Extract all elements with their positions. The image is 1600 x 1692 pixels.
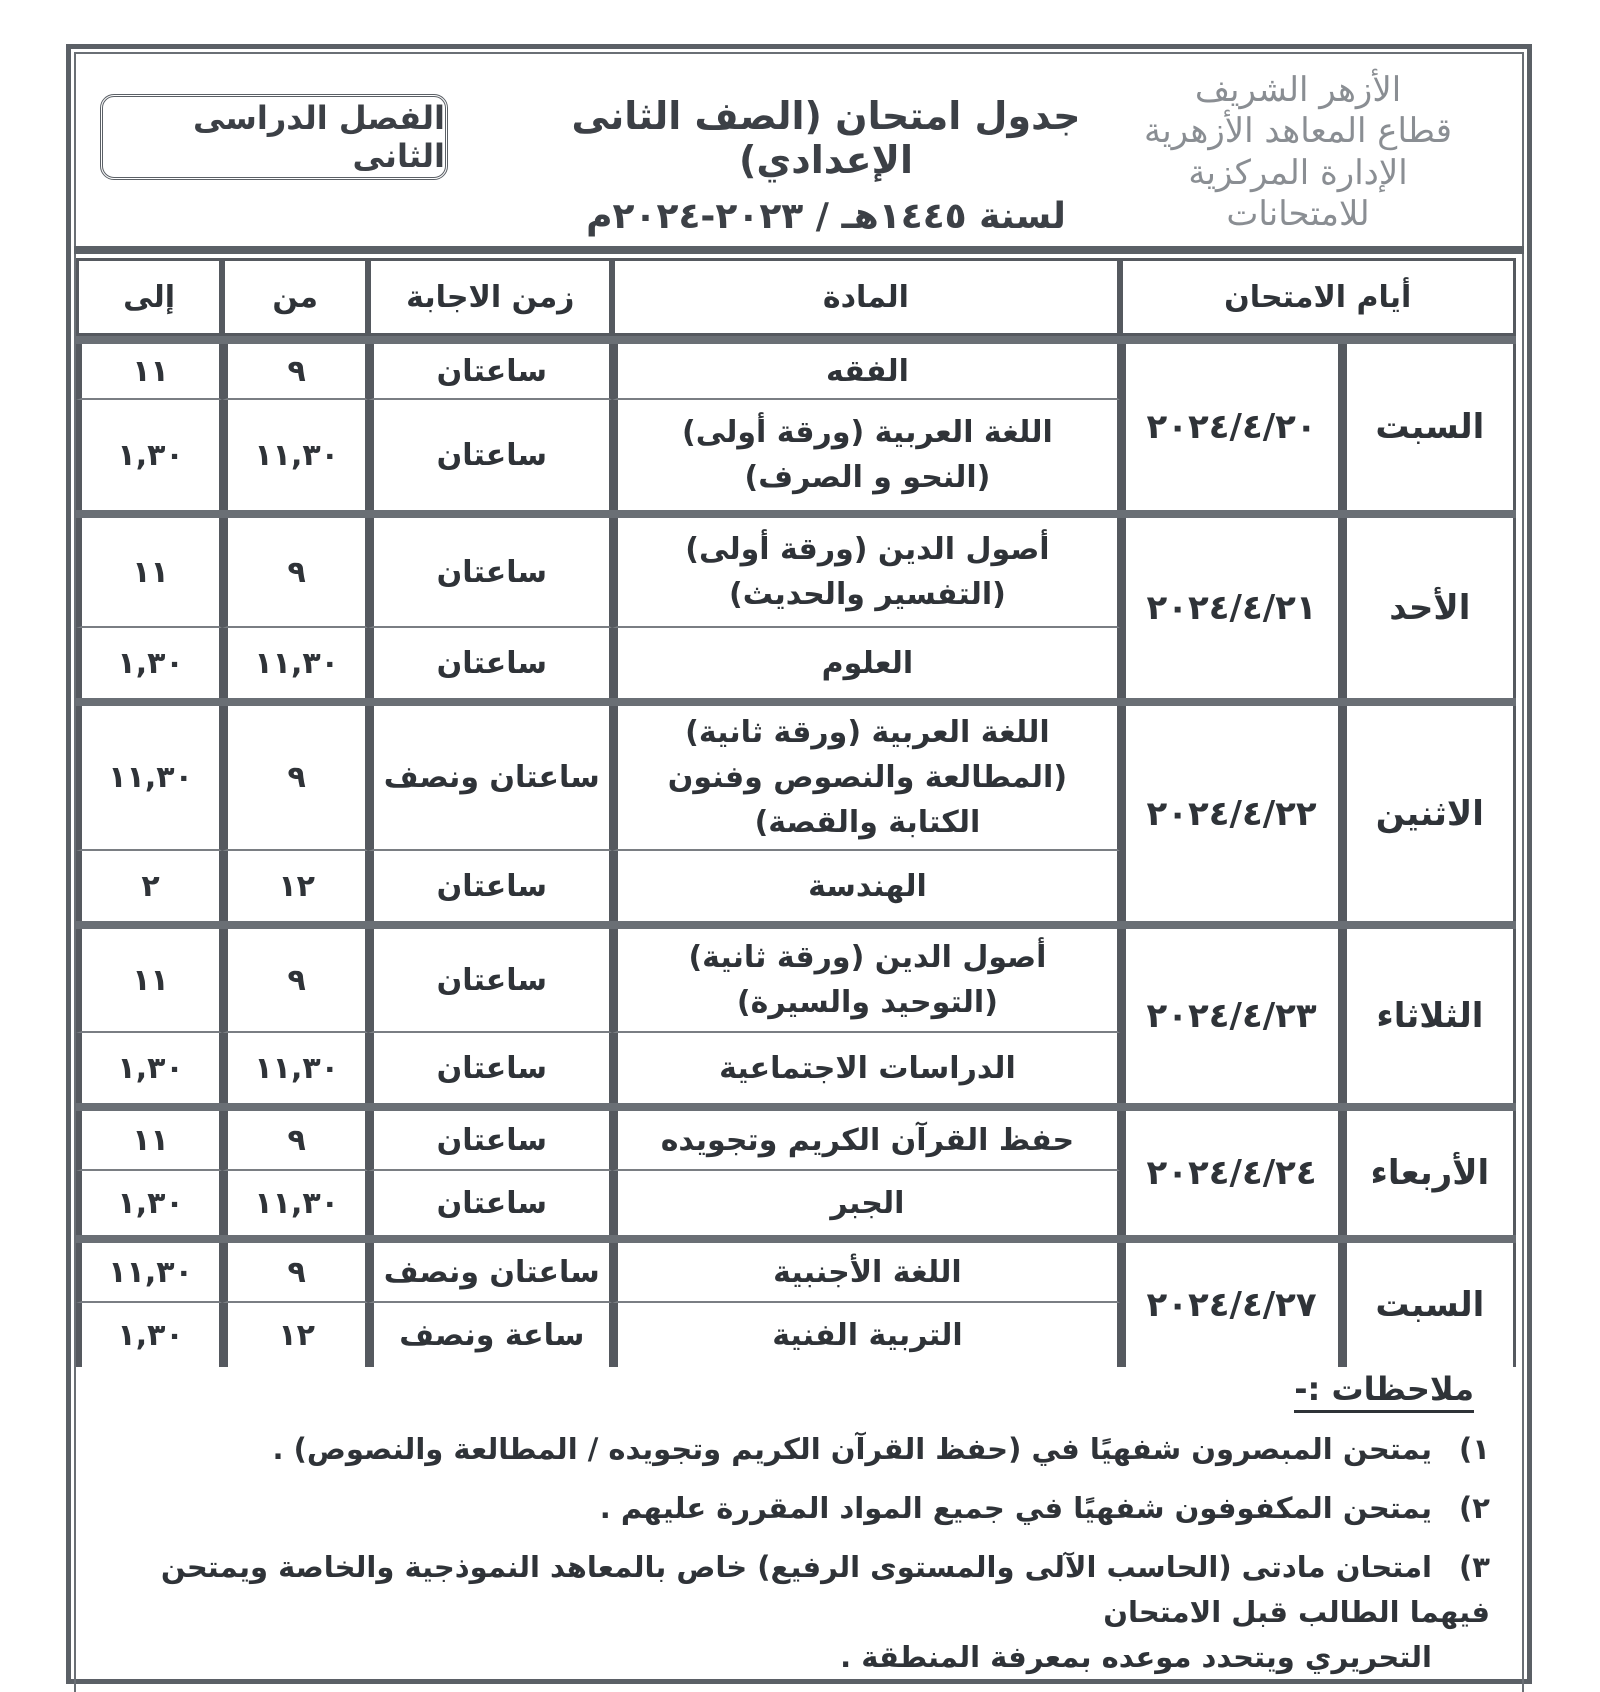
subject-line: الجبر [830,1185,905,1221]
exam-start-time: ٩ [222,344,368,400]
exam-start-time: ٩ [222,1243,368,1303]
exam-duration: ساعتان [368,929,612,1033]
row-separator [76,921,1516,929]
exam-start-time: ٩ [222,929,368,1033]
exam-subject [612,400,1119,510]
row-separator-bar [76,1103,1516,1111]
row-separator [76,1103,1516,1111]
subject-line: (النحو و الصرف) [744,460,991,495]
exam-day: الأحد [1341,518,1516,698]
subject-line: الفقه [825,353,909,389]
header-to: إلى [76,258,222,336]
header-exam-days: أيام الامتحان [1120,258,1517,336]
subject-line: (المطالعة والنصوص وفنون الكتابة والقصة) [667,760,1068,840]
exam-end-time: ١,٣٠ [76,628,222,698]
row-separator-bar [76,336,1516,344]
table-row [76,1111,1516,1171]
schedule-body [76,336,1516,1367]
row-separator-bar [76,1235,1516,1243]
exam-end-time: ١١ [76,929,222,1033]
org-line-sector: قطاع المعاهد الأزهرية [1143,111,1453,152]
exam-start-time: ١٢ [222,1303,368,1367]
note-text: امتحان مادتى (الحاسب الآلى والمستوى الرفيع) خاص بالمعاهد النموذجية والخاصة ويمتحن فيهما الطالب قبل الامتحان [160,1549,1490,1629]
subject-line: اللغة الأجنبية [773,1254,962,1290]
exam-subject [612,1111,1119,1171]
subject-line: حفظ القرآن الكريم وتجويده [660,1122,1075,1158]
exam-date: ٢٠٢٤/٤/٢٢ [1120,706,1341,921]
exam-subject [612,1303,1119,1367]
table-row [76,1243,1516,1303]
org-line-azhar: الأزهر الشريف [1194,70,1402,110]
note-text: يمتحن المبصرون شفهيًا في (حفظ القرآن الكريم وتجويده / المطالعة والنصوص) . [272,1432,1432,1466]
header-from: من [222,258,368,336]
exam-date: ٢٠٢٤/٤/٢٣ [1120,929,1341,1103]
subject-line: العلوم [821,645,914,681]
exam-start-time: ١٢ [222,851,368,921]
exam-date: ٢٠٢٤/٤/٢٤ [1120,1111,1341,1235]
table-row [76,518,1516,628]
row-separator-bar [76,921,1516,929]
row-separator [76,1235,1516,1243]
exam-subject [612,518,1119,628]
table-header-row [76,258,1516,336]
subject-line: أصول الدين (ورقة أولى) [685,532,1050,567]
exam-duration: ساعة ونصف [368,1303,612,1367]
exam-duration: ساعتان ونصف [368,1243,612,1303]
exam-duration: ساعتان [368,628,612,698]
subject-line: الهندسة [808,868,927,904]
exam-duration: ساعتان [368,518,612,628]
exam-schedule-table [76,258,1516,1367]
subject-line: التربية الفنية [772,1317,963,1353]
exam-day: الثلاثاء [1341,929,1516,1103]
subject-line: (التوحيد والسيرة) [736,985,998,1020]
exam-subject [612,1243,1119,1303]
row-separator [76,510,1516,518]
exam-duration: ساعتان [368,344,612,400]
subject-line: أصول الدين (ورقة ثانية) [688,940,1047,975]
note-item [110,1427,1490,1472]
exam-end-time: ١١ [76,344,222,400]
exam-subject [612,851,1119,921]
exam-end-time: ٢ [76,851,222,921]
page-title: جدول امتحان (الصف الثانى الإعدادي) [571,94,1081,182]
exam-start-time: ٩ [222,1111,368,1171]
exam-end-time: ١,٣٠ [76,1171,222,1235]
exam-end-time: ١١ [76,1111,222,1171]
subject-line: اللغة العربية (ورقة أولى) [682,415,1053,450]
header-subject: المادة [612,258,1119,336]
exam-day: الأربعاء [1341,1111,1516,1235]
note-item [110,1545,1490,1680]
row-separator-bar [76,510,1516,518]
exam-subject [612,929,1119,1033]
exam-day: الاثنين [1341,706,1516,921]
exam-subject [612,1033,1119,1103]
table-row [76,344,1516,400]
subject-line: الدراسات الاجتماعية [719,1050,1016,1086]
exam-date: ٢٠٢٤/٤/٢٧ [1120,1243,1341,1367]
table-row [76,929,1516,1033]
note-number: ٢) [1459,1490,1490,1525]
exam-subject [612,628,1119,698]
exam-start-time: ١١,٣٠ [222,400,368,510]
row-separator [76,336,1516,344]
exam-duration: ساعتان [368,1171,612,1235]
note-text: يمتحن المكفوفون شفهيًا في جميع المواد المقررة عليهم . [599,1490,1432,1525]
exam-day: السبت [1341,1243,1516,1367]
row-separator-bar [76,698,1516,706]
subject-line: اللغة العربية (ورقة ثانية) [685,715,1050,750]
exam-date: ٢٠٢٤/٤/٢١ [1120,518,1341,698]
exam-start-time: ١١,٣٠ [222,1171,368,1235]
exam-duration: ساعتان [368,400,612,510]
exam-end-time: ١,٣٠ [76,400,222,510]
note-number: ١) [1459,1432,1490,1466]
exam-duration: ساعتان [368,851,612,921]
note-number: ٣) [1459,1549,1490,1584]
row-separator [76,698,1516,706]
header-divider [74,246,1524,254]
document-header [76,54,1522,250]
exam-end-time: ١١,٣٠ [76,1243,222,1303]
notes-title: ملاحظات :- [1294,1370,1474,1413]
exam-start-time: ٩ [222,706,368,851]
exam-end-time: ١١ [76,518,222,628]
exam-day: السبت [1341,344,1516,510]
exam-end-time: ١١,٣٠ [76,706,222,851]
semester-badge: الفصل الدراسى الثانى [100,94,448,180]
note-item [110,1486,1490,1531]
exam-date: ٢٠٢٤/٤/٢٠ [1120,344,1341,510]
exam-subject [612,344,1119,400]
exam-start-time: ٩ [222,518,368,628]
table-row [76,706,1516,851]
exam-start-time: ١١,٣٠ [222,1033,368,1103]
exam-end-time: ١,٣٠ [76,1303,222,1367]
exam-subject [612,706,1119,851]
exam-end-time: ١,٣٠ [76,1033,222,1103]
exam-duration: ساعتان ونصف [368,706,612,851]
subject-line: (التفسير والحديث) [729,577,1006,612]
academic-year: لسنة ١٤٤٥هـ / ٢٠٢٣-٢٠٢٤م [586,196,1066,237]
note-text-continuation: التحريري ويتحدد موعده بمعرفة المنطقة . [840,1639,1432,1674]
header-duration: زمن الاجابة [368,258,612,336]
exam-duration: ساعتان [368,1033,612,1103]
org-line-administration: الإدارة المركزية للامتحانات [1188,152,1408,235]
notes-section [110,1370,1490,1680]
exam-duration: ساعتان [368,1111,612,1171]
organization-calligraphy-logo [1118,70,1478,236]
title-block [506,94,1146,237]
exam-subject [612,1171,1119,1235]
exam-start-time: ١١,٣٠ [222,628,368,698]
